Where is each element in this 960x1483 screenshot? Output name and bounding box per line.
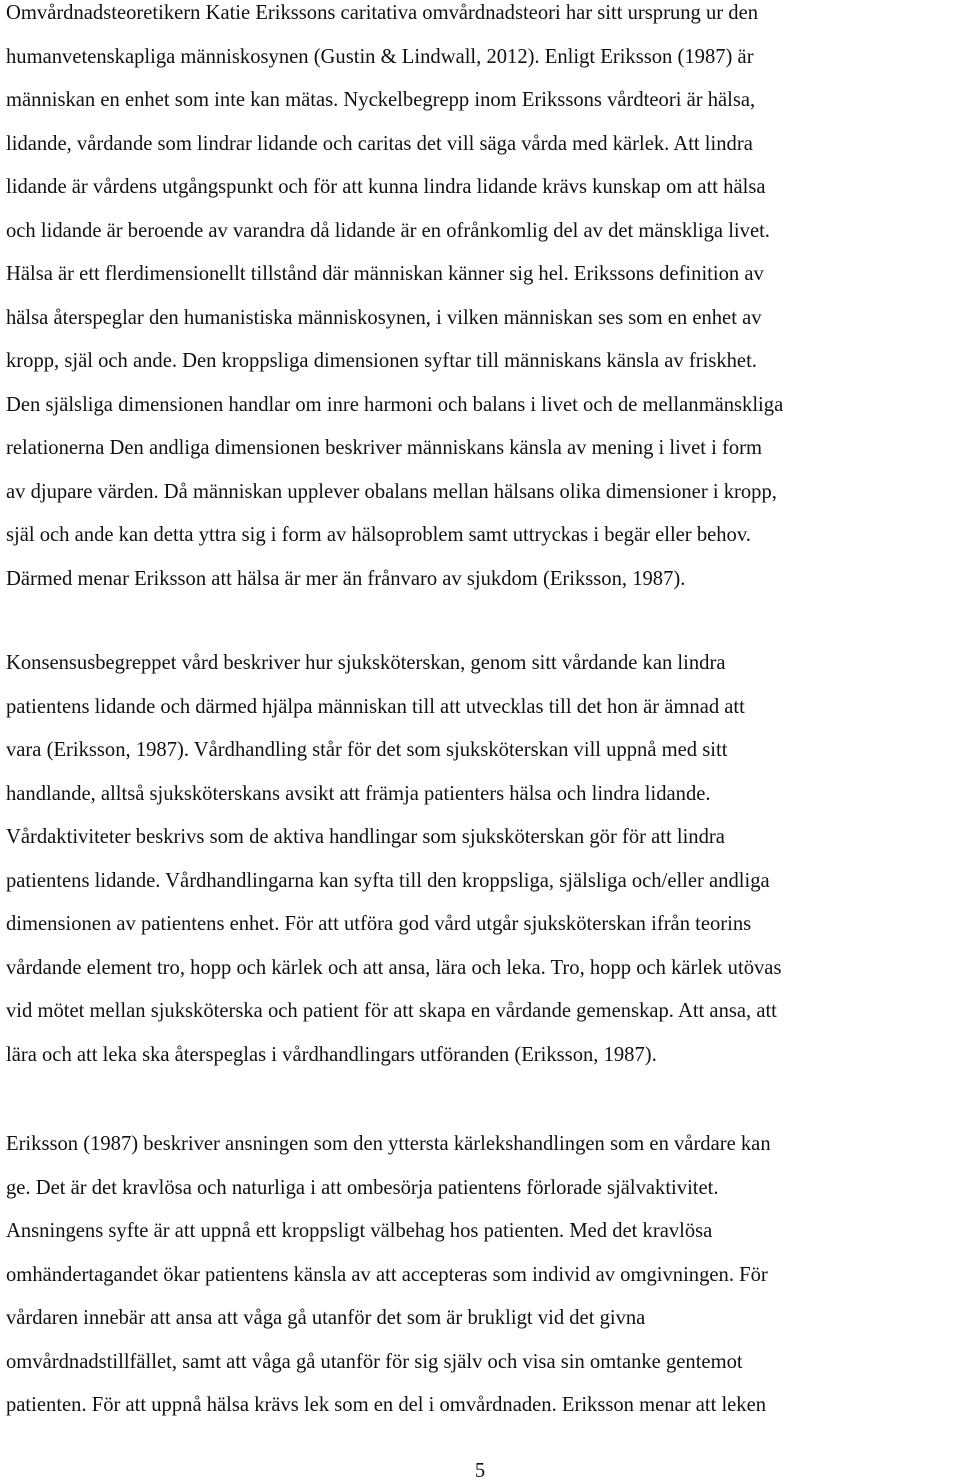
text-line: patienten. För att uppnå hälsa krävs lek som en del i omvårdnaden. Eriksson menar att leken [6,1394,767,1416]
text-line: handlande, alltså sjuksköterskans avsikt att främja patienters hälsa och lindra lidande. [6,782,711,805]
text-line: vårdande element tro, hopp och kärlek och att ansa, lära och leka. Tro, hopp och kärlek utövas [6,956,782,979]
text-line: vara (Eriksson, 1987). Vårdhandling står för det som sjuksköterskan vill uppnå med sitt [6,739,728,761]
text-line: av djupare värden. Då människan upplever obalans mellan hälsans olika dimensioner i kropp, [6,480,777,503]
text-line: Hälsa är ett flerdimensionellt tillstånd där människan känner sig hel. Erikssons definition av [6,263,764,285]
text-line: humanvetenskapliga människosynen (Gustin & Lindwall, 2012). Enligt Eriksson (1987) är [6,45,754,68]
text-line: dimensionen av patientens enhet. För att utföra god vård utgår sjuksköterskan ifrån teorins [6,913,752,935]
text-line: Konsensusbegreppet vård beskriver hur sjuksköterskan, genom sitt vårdande kan lindra [6,652,726,674]
text-line: omvårdnadstillfället, samt att våga gå utanför för sig själv och visa sin omtanke gentemot [6,1350,743,1373]
paragraph-care-concept [6,642,956,1077]
text-line: patientens lidande. Vårdhandlingarna kan syfta till den kroppsliga, själsliga och/eller andliga [6,869,770,892]
text-line: människan en enhet som inte kan mätas. Nyckelbegrepp inom Erikssons vårdteori är hälsa, [6,89,756,111]
text-line: lidande, vårdande som lindrar lidande och caritas det vill säga vårda med kärlek. Att lindra [6,132,753,155]
page-number: 5 [474,1460,486,1482]
text-line: Därmed menar Eriksson att hälsa är mer än frånvaro av sjukdom (Eriksson, 1987). [6,567,686,590]
text-line: Eriksson (1987) beskriver ansningen som den yttersta kärlekshandlingen som en vårdare kan [6,1133,771,1155]
text-line: Vårdaktiviteter beskrivs som de aktiva handlingar som sjuksköterskan gör för att lindra [6,826,725,848]
text-line: ge. Det är det kravlösa och naturliga i att ombesörja patientens förlorade självaktivitet. [6,1176,719,1199]
text-line: och lidande är beroende av varandra då lidande är en ofrånkomlig del av det mänskliga livet. [6,219,770,242]
text-line: själ och ande kan detta yttra sig i form av hälsoproblem samt uttryckas i begär eller behov. [6,524,751,546]
text-line: Den själsliga dimensionen handlar om inre harmoni och balans i livet och de mellanmänskliga [6,393,784,416]
text-line: vid mötet mellan sjuksköterska och patient för att skapa en vårdande gemenskap. Att ansa, att [6,1000,777,1022]
paragraph-caritative-theory [6,0,956,601]
text-line: lära och att leka ska återspeglas i vårdhandlingars utföranden (Eriksson, 1987). [6,1043,657,1066]
text-line: kropp, själ och ande. Den kroppsliga dimensionen syftar till människans känsla av friskhet. [6,350,757,372]
text-line: vårdaren innebär att ansa att våga gå utanför det som är brukligt vid det givna [6,1307,646,1329]
text-line: lidande är vårdens utgångspunkt och för att kunna lindra lidande krävs kunskap om att hälsa [6,176,766,198]
text-line: hälsa återspeglar den humanistiska människosynen, i vilken människan ses som en enhet av [6,306,762,329]
text-line: omhändertagandet ökar patientens känsla av att accepteras som individ av omgivningen. För [6,1263,768,1286]
paragraph-ansning [6,1123,956,1428]
text-line: patientens lidande och därmed hjälpa människan till att utvecklas till det hon är ämnad att [6,695,745,718]
text-line: Ansningens syfte är att uppnå ett kroppsligt välbehag hos patienten. Med det kravlösa [6,1220,713,1242]
text-line: Omvårdnadsteoretikern Katie Erikssons caritativa omvårdnadsteori har sitt ursprung ur den [6,2,759,24]
text-line: relationerna Den andliga dimensionen beskriver människans känsla av mening i livet i form [6,437,763,459]
